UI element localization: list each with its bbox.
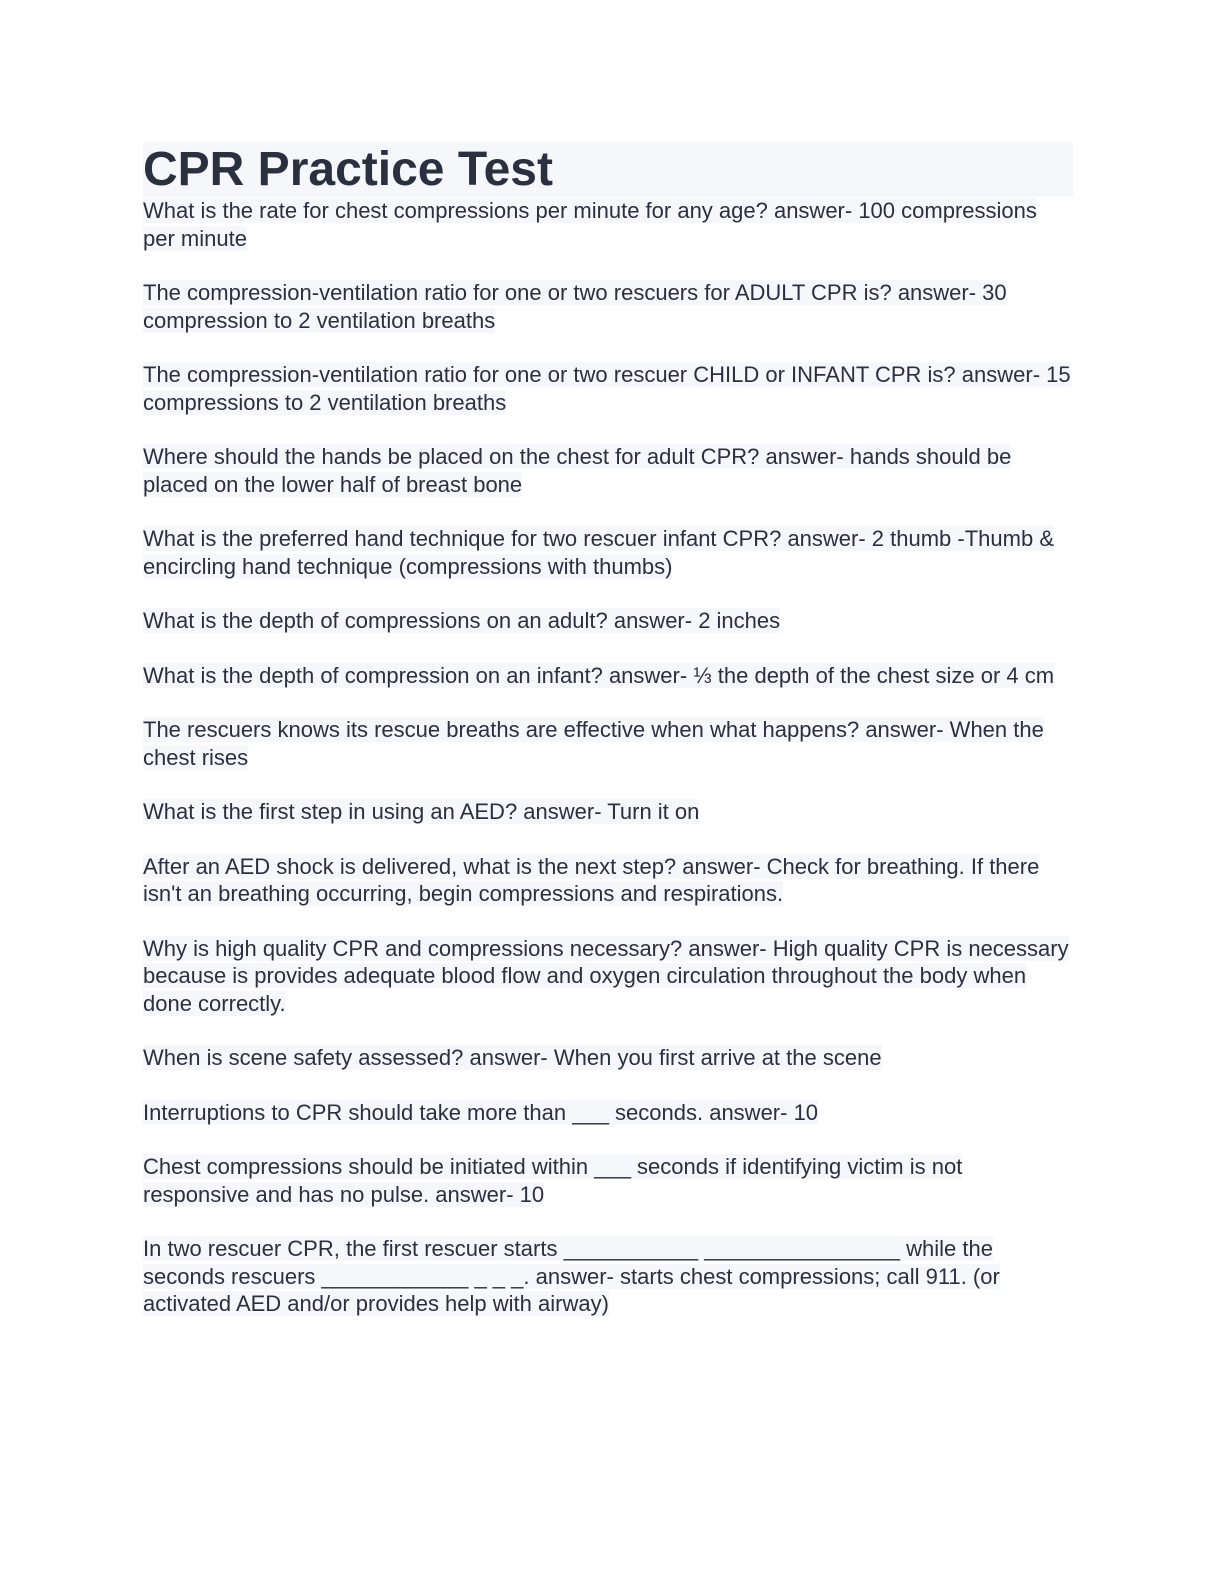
question-item <box>143 443 1073 498</box>
question-item <box>143 279 1073 334</box>
question-item <box>143 607 1073 635</box>
question-text: What is the depth of compression on an infant? answer- ⅓ the depth of the chest size or 4 cm <box>143 662 1055 688</box>
question-text: In two rescuer CPR, the first rescuer starts ___________ ________________ while the seconds rescuers ____________ _ _ _. answer- starts chest compressions; call 911. (or activated AED and/or provides help with airway) <box>143 1236 1000 1316</box>
question-list <box>143 197 1073 1318</box>
question-item <box>143 716 1073 771</box>
question-text: What is the first step in using an AED? answer- Turn it on <box>143 799 700 824</box>
question-text: Chest compressions should be initiated within ___ seconds if identifying victim is not responsive and has no pulse. answer- 10 <box>143 1154 963 1207</box>
question-item <box>143 1099 1073 1127</box>
page-title: CPR Practice Test <box>143 143 553 196</box>
title-banner <box>143 142 1073 197</box>
question-text: The compression-ventilation ratio for one or two rescuer CHILD or INFANT CPR is? answer- 15 compressions to 2 ventilation breaths <box>143 362 1071 415</box>
question-item <box>143 662 1073 690</box>
question-text: The compression-ventilation ratio for one or two rescuers for ADULT CPR is? answer- 30 compression to 2 ventilation breaths <box>143 280 1007 333</box>
question-text: What is the depth of compressions on an adult? answer- 2 inches <box>143 608 781 633</box>
question-item <box>143 853 1073 908</box>
question-text: Where should the hands be placed on the chest for adult CPR? answer- hands should be placed on the lower half of breast bone <box>143 444 1012 497</box>
question-item <box>143 361 1073 416</box>
question-item <box>143 1044 1073 1072</box>
question-text: Why is high quality CPR and compressions necessary? answer- High quality CPR is necessary because is provides adequate blood flow and oxygen circulation throughout the body when done correctly. <box>143 935 1069 1016</box>
question-item <box>143 525 1073 580</box>
question-text: What is the rate for chest compressions per minute for any age? answer- 100 compressions per minute <box>143 198 1037 251</box>
question-item <box>143 197 1073 252</box>
question-item <box>143 1153 1073 1208</box>
question-text: When is scene safety assessed? answer- When you first arrive at the scene <box>143 1045 882 1070</box>
question-text: After an AED shock is delivered, what is the next step? answer- Check for breathing. If there isn't an breathing occurring, begin compressions and respirations. <box>143 853 1040 906</box>
document-page <box>143 142 1073 1345</box>
question-text: What is the preferred hand technique for two rescuer infant CPR? answer- 2 thumb -Thumb & encircling hand technique (compressions with thumbs) <box>143 526 1054 579</box>
question-text: The rescuers knows its rescue breaths are effective when what happens? answer- When the chest rises <box>143 717 1044 770</box>
question-item <box>143 1235 1073 1318</box>
question-text: Interruptions to CPR should take more than ___ seconds. answer- 10 <box>143 1099 819 1125</box>
question-item <box>143 798 1073 826</box>
question-item <box>143 935 1073 1018</box>
